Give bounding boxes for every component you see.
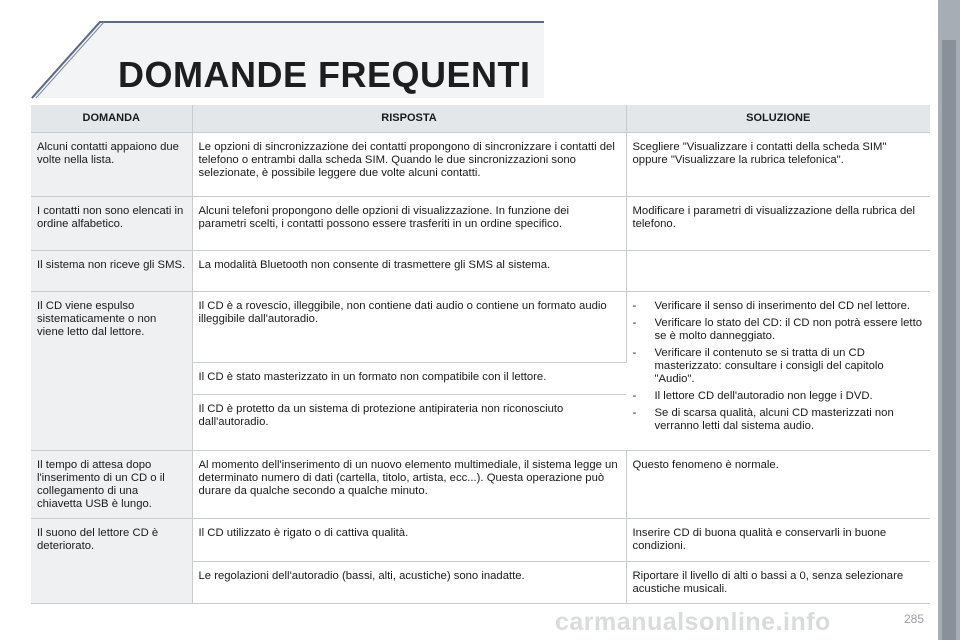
answer-cell: La modalità Bluetooth non consente di trasmettere gli SMS al sistema.	[192, 250, 626, 291]
faq-table	[31, 105, 930, 604]
table-row	[31, 291, 930, 362]
column-header-risposta: RISPOSTA	[192, 105, 626, 132]
solution-list-item: - Verificare lo stato del CD: il CD non potrà essere letto se è molto danneggiato.	[633, 317, 925, 343]
table-row	[31, 196, 930, 250]
page-title: DOMANDE FREQUENTI	[118, 54, 531, 95]
answer-cell: Il CD è protetto da un sistema di protezione antipirateria non riconosciuto dall'autoradio.	[192, 394, 626, 450]
column-header-domanda: DOMANDA	[31, 105, 192, 132]
answer-cell: Al momento dell'inserimento di un nuovo elemento multimediale, il sistema legge un determinato numero di dati (cartella, titolo, artista, ecc...). Questa operazione può durare da qualche secondo a qualche minuto.	[192, 450, 626, 518]
question-cell: Il sistema non riceve gli SMS.	[31, 250, 192, 291]
solution-list-item: - Verificare il senso di inserimento del CD nel lettore.	[633, 300, 925, 313]
question-cell: Il tempo di attesa dopo l'inserimento di un CD o il collegamento di una chiavetta USB è lungo.	[31, 450, 192, 518]
question-cell: I contatti non sono elencati in ordine alfabetico.	[31, 196, 192, 250]
answer-cell: Le regolazioni dell'autoradio (bassi, alti, acustiche) sono inadatte.	[192, 561, 626, 603]
column-header-soluzione: SOLUZIONE	[626, 105, 930, 132]
question-cell: Il suono del lettore CD è deteriorato.	[31, 518, 192, 603]
table-row	[31, 132, 930, 196]
page-number: 285	[904, 612, 925, 626]
solution-cell	[626, 250, 930, 291]
answer-cell: Il CD utilizzato è rigato o di cattiva qualità.	[192, 518, 626, 561]
answer-cell: Il CD è stato masterizzato in un formato non compatibile con il lettore.	[192, 362, 626, 394]
question-cell: Il CD viene espulso sistematicamente o non viene letto dal lettore.	[31, 291, 192, 450]
question-cell: Alcuni contatti appaiono due volte nella lista.	[31, 132, 192, 196]
solution-cell: Inserire CD di buona qualità e conservarli in buone condizioni.	[626, 518, 930, 561]
solution-cell: Questo fenomeno è normale.	[626, 450, 930, 518]
table-row	[31, 450, 930, 518]
answer-cell: Il CD è a rovescio, illeggibile, non contiene dati audio o contiene un formato audio illeggibile dall'autoradio.	[192, 291, 626, 362]
answer-cell: Le opzioni di sincronizzazione dei contatti propongono di sincronizzare i contatti del telefono o entrambi dalla scheda SIM. Quando le due sincronizzazioni sono selezionate, è possibile leggere due volte alcuni contatti.	[192, 132, 626, 196]
solution-list-item: - Se di scarsa qualità, alcuni CD masterizzati non verranno letti dal sistema audio.	[633, 407, 925, 433]
solution-list-item: - Il lettore CD dell'autoradio non legge i DVD.	[633, 390, 925, 403]
side-bar-inner	[942, 40, 956, 640]
side-bar	[938, 0, 960, 640]
answer-cell: Alcuni telefoni propongono delle opzioni di visualizzazione. In funzione dei parametri scelti, i contatti possono essere trasferiti in un ordine specifico.	[192, 196, 626, 250]
table-row	[31, 250, 930, 291]
solution-list	[633, 300, 925, 433]
solution-list-item: - Verificare il contenuto se si tratta di un CD masterizzato: consultare i consigli del capitolo "Audio".	[633, 347, 925, 386]
table-row	[31, 518, 930, 561]
solution-cell: Modificare i parametri di visualizzazione della rubrica del telefono.	[626, 196, 930, 250]
solution-cell: Riportare il livello di alti o bassi a 0, senza selezionare acustiche musicali.	[626, 561, 930, 603]
table-header-row	[31, 105, 930, 132]
solution-cell: Scegliere "Visualizzare i contatti della scheda SIM" oppure "Visualizzare la rubrica telefonica".	[626, 132, 930, 196]
solution-cell	[626, 291, 930, 450]
watermark: carmanualsonline.info	[555, 608, 831, 636]
